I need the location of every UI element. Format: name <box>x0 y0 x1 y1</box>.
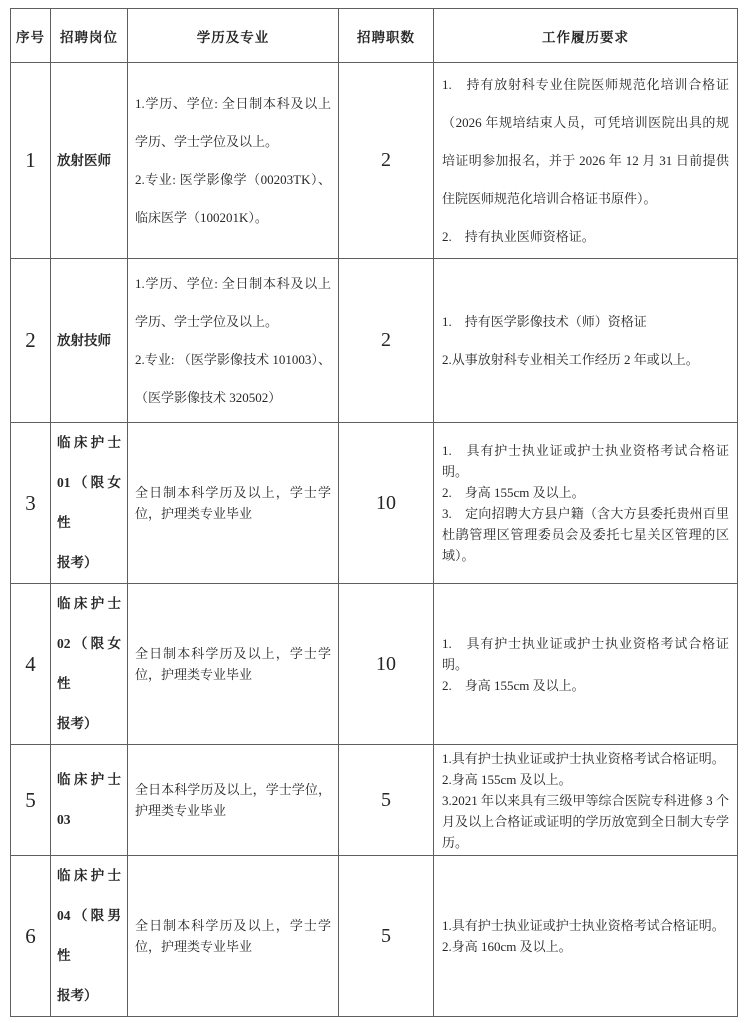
requirement-item: 2. 身高 155cm 及以上。 <box>442 677 585 693</box>
table-row <box>11 745 738 856</box>
document-page <box>10 8 737 1017</box>
count-cell: 2 <box>339 63 434 259</box>
serial-cell: 2 <box>11 259 51 423</box>
education-cell <box>128 856 339 1017</box>
recruitment-table <box>10 8 738 1017</box>
requirement-item: 1. 具有护士执业证或护士执业资格考试合格证明。 <box>442 635 729 672</box>
position-line: 报考） <box>57 716 98 731</box>
education-item: 全日制本科学历及以上，学士学位，护理类专业毕业 <box>135 646 331 682</box>
education-item: 2.专业: （医学影像技术 101003）、（医学影像技术 320502） <box>135 351 331 405</box>
count-cell: 5 <box>339 856 434 1017</box>
education-cell <box>128 584 339 745</box>
requirements-cell <box>434 63 738 259</box>
header-work-experience: 工作履历要求 <box>434 9 738 63</box>
count-cell: 10 <box>339 584 434 745</box>
serial-cell: 5 <box>11 745 51 856</box>
serial-cell: 6 <box>11 856 51 1017</box>
header-position: 招聘岗位 <box>51 9 128 63</box>
position-line: 临床护士 <box>57 772 121 787</box>
header-serial-number: 序号 <box>11 9 51 63</box>
serial-cell: 4 <box>11 584 51 745</box>
position-line: 01（限女性 <box>57 475 121 530</box>
requirement-item: 2.身高 160cm 及以上。 <box>442 939 572 954</box>
position-line: 03 <box>57 812 71 827</box>
education-item: 全日制本科学历及以上，学士学位，护理类专业毕业 <box>135 485 331 521</box>
table-row <box>11 259 738 423</box>
requirement-item: 1.具有护士执业证或护士执业资格考试合格证明。 <box>442 750 725 766</box>
education-item: 2.专业: 医学影像学（00203TK）、临床医学（100201K）。 <box>135 171 331 225</box>
requirement-item: 1. 持有放射科专业住院医师规范化培训合格证（2026 年规培结束人员，可凭培训医院出具的规培证明参加报名，并于 2026 年 12 月 31 日前提供住院医师规范化培训合格证书原件）。 <box>442 76 729 206</box>
position-cell <box>51 856 128 1017</box>
table-row <box>11 584 738 745</box>
position-line: 放射技师 <box>57 332 111 348</box>
position-line: 临床护士 <box>57 868 121 883</box>
serial-cell: 1 <box>11 63 51 259</box>
header-position-count: 招聘职数 <box>339 9 434 63</box>
education-item: 全日本科学历及以上，学士学位，护理类专业毕业 <box>135 782 331 818</box>
serial-cell: 3 <box>11 423 51 584</box>
position-cell <box>51 584 128 745</box>
count-cell: 5 <box>339 745 434 856</box>
education-cell <box>128 259 339 423</box>
education-cell <box>128 63 339 259</box>
count-cell: 2 <box>339 259 434 423</box>
table-row <box>11 856 738 1017</box>
table-row <box>11 63 738 259</box>
position-line: 临床护士 <box>57 435 121 450</box>
requirement-item: 2. 身高 155cm 及以上。 <box>442 485 585 500</box>
position-line: 临床护士 <box>57 596 121 611</box>
header-row <box>11 9 738 63</box>
table-row <box>11 423 738 584</box>
position-line: 放射医师 <box>57 152 111 168</box>
position-line: 报考） <box>57 988 98 1003</box>
position-cell <box>51 423 128 584</box>
requirements-cell <box>434 584 738 745</box>
requirement-item: 1. 持有医学影像技术（师）资格证 <box>442 313 647 329</box>
header-education-major: 学历及专业 <box>128 9 339 63</box>
requirements-cell <box>434 423 738 584</box>
position-cell <box>51 745 128 856</box>
education-item: 1.学历、学位: 全日制本科及以上学历、学士学位及以上。 <box>135 95 331 149</box>
count-cell: 10 <box>339 423 434 584</box>
education-cell <box>128 745 339 856</box>
education-item: 1.学历、学位: 全日制本科及以上学历、学士学位及以上。 <box>135 275 331 329</box>
education-cell <box>128 423 339 584</box>
position-line: 04（限男性 <box>57 908 121 963</box>
requirement-item: 2. 持有执业医师资格证。 <box>442 228 595 244</box>
requirements-cell <box>434 856 738 1017</box>
position-line: 02（限女性 <box>57 636 121 691</box>
requirements-cell <box>434 259 738 423</box>
requirements-cell <box>434 745 738 856</box>
position-cell <box>51 259 128 423</box>
requirement-item: 1. 具有护士执业证或护士执业资格考试合格证明。 <box>442 443 729 479</box>
education-item: 全日制本科学历及以上，学士学位，护理类专业毕业 <box>135 918 331 954</box>
requirement-item: 3.2021 年以来具有三级甲等综合医院专科进修 3 个月及以上合格证或证明的学历放宽到全日制大专学历。 <box>442 792 729 850</box>
requirement-item: 1.具有护士执业证或护士执业资格考试合格证明。 <box>442 918 725 933</box>
requirement-item: 2.从事放射科专业相关工作经历 2 年或以上。 <box>442 351 699 367</box>
requirement-item: 2.身高 155cm 及以上。 <box>442 771 572 787</box>
requirement-item: 3. 定向招聘大方县户籍（含大方县委托贵州百里杜鹃管理区管理委员会及委托七星关区管理的区域）。 <box>442 506 729 563</box>
position-line: 报考） <box>57 555 98 570</box>
position-cell <box>51 63 128 259</box>
